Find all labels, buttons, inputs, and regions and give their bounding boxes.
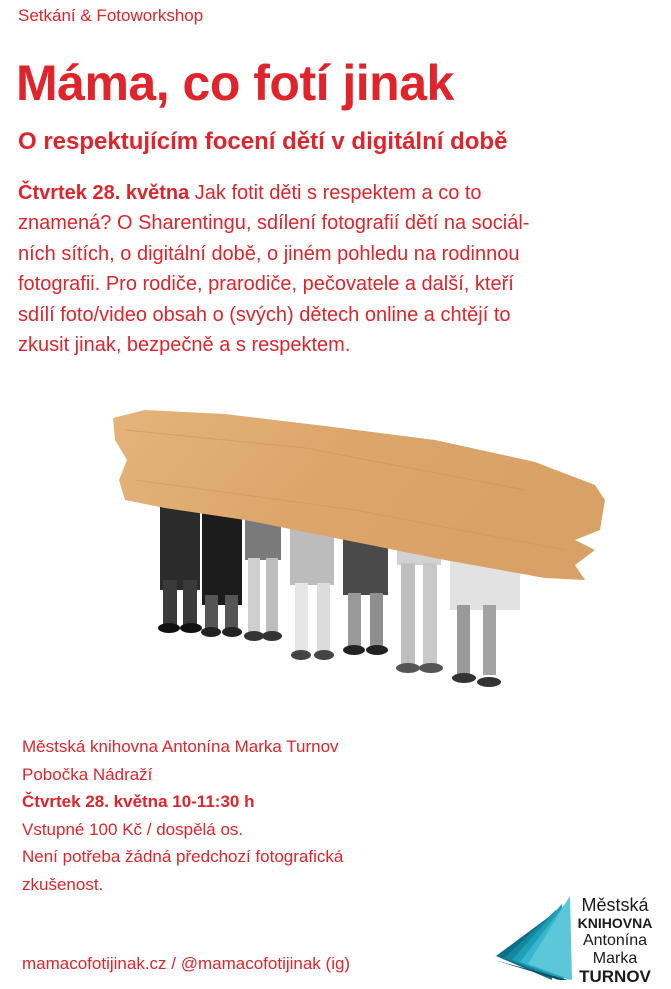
logo-line: KNIHOVNA [577,915,653,931]
logo-line: Marka [592,950,638,967]
intro-text [18,178,658,360]
experience-note: Není potřeba žádná předchozí fotografická [22,847,344,867]
library-logo-text [569,896,661,986]
logo-line: Městská [581,895,649,915]
venue-name: Městská knihovna Antonína Marka Turnov [22,737,339,756]
children-photo-collage [105,400,610,700]
logo-line: Antonína [582,932,648,949]
footer-contacts: mamacofotijinak.cz / @mamacofotijinak (ig) [22,954,351,973]
intro-line: fotografii. Pro rodiče, prarodiče, pečovatele a další, kteří [18,273,514,296]
page-title: Máma, co fotí jinak [16,55,454,111]
intro-line: znamená? O Sharentingu, sdílení fotografií dětí na sociál- [18,212,530,235]
branch-name: Pobočka Nádraží [22,764,153,784]
intro-line: sdílí foto/video obsah o (svých) dětech online a chtějí to [18,303,511,326]
entry-fee: Vstupné 100 Kč / dospělá os. [22,819,244,839]
intro-line: zkusit jinak, bezpečně a s respektem. [18,334,351,357]
event-details [22,733,343,899]
event-datetime: Čtvrtek 28. května 10-11:30 h [22,792,255,812]
intro-line: ních sítích, o digitální době, o jiném pohledu na rodinnou [18,242,520,265]
page-subtitle: O respektujícím focení dětí v digitální době [18,128,508,155]
logo-line: TURNOV [579,967,651,986]
experience-note-cont: zkušenost. [22,874,104,894]
event-kicker: Setkání & Fotoworkshop [18,6,204,25]
intro-lead-date: Čtvrtek 28. května [18,182,190,204]
intro-line: Jak fotit děti s respektem a co to [189,182,482,204]
